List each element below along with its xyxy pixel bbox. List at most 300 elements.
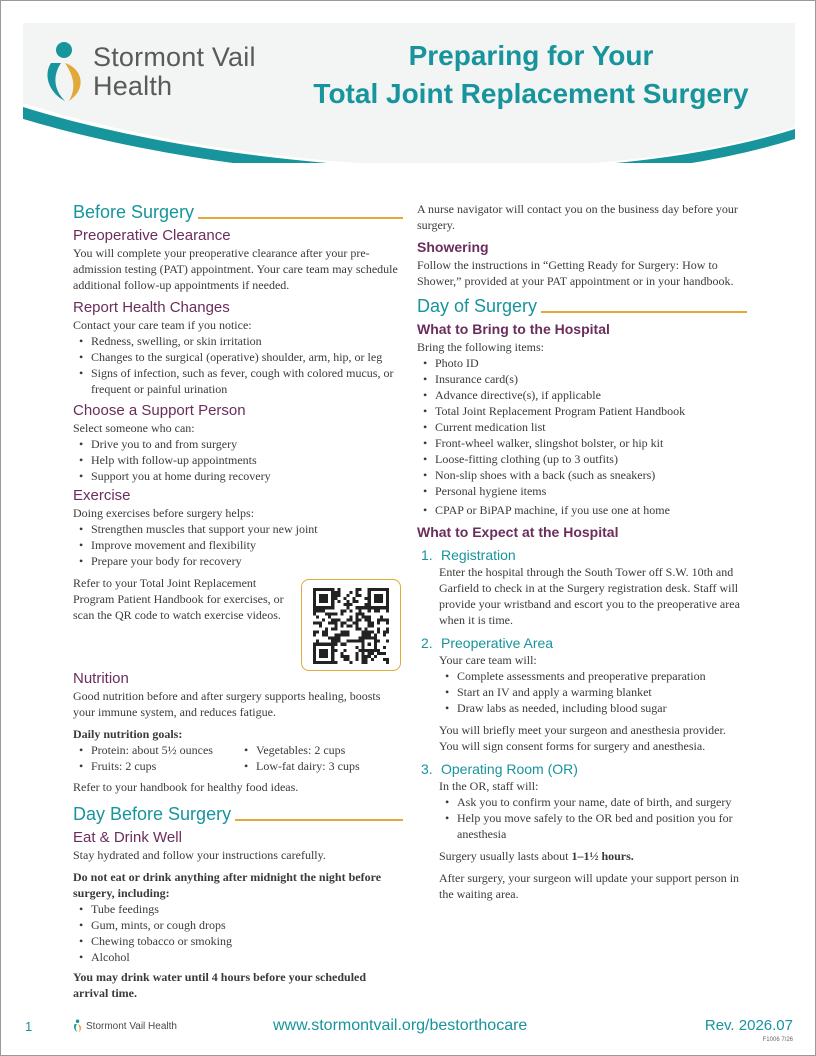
step-title: Preoperative Area — [441, 635, 554, 651]
qr-module — [349, 624, 352, 627]
section-before-surgery — [73, 201, 403, 223]
qr-module — [313, 600, 316, 603]
list-item: • Draw labs as needed, including blood sugar — [445, 700, 747, 716]
qr-module — [337, 588, 340, 591]
qr-module — [334, 624, 337, 627]
page-footer — [1, 1015, 816, 1041]
qr-module — [331, 600, 334, 603]
qr-module — [316, 606, 319, 609]
qr-module — [334, 628, 337, 631]
qr-module — [368, 621, 371, 624]
qr-module — [365, 637, 368, 640]
qr-module — [359, 618, 362, 621]
list-item: • Fruits: 2 cups — [79, 758, 238, 774]
qr-module — [334, 637, 337, 640]
qr-module — [346, 655, 349, 658]
qr-module — [386, 597, 389, 600]
logo-mark-icon — [43, 41, 89, 103]
step-intro: In the OR, staff will: — [439, 779, 539, 793]
nutrition-text: Good nutrition before and after surgery supports healing, boosts your immune system, and reduces fatigue. — [73, 689, 381, 719]
qr-module — [328, 661, 331, 664]
list-item: • Ask you to confirm your name, date of birth, and surgery — [445, 794, 747, 810]
qr-module — [356, 618, 359, 621]
qr-module — [340, 655, 343, 658]
qr-module — [380, 600, 383, 603]
qr-module — [356, 652, 359, 655]
qr-module — [377, 606, 380, 609]
qr-module — [331, 652, 334, 655]
bring-list — [423, 355, 747, 518]
qr-module — [368, 618, 371, 621]
qr-module — [356, 640, 359, 643]
qr-module — [313, 606, 316, 609]
qr-module — [356, 612, 359, 615]
list-item: • Gum, mints, or cough drops — [79, 917, 403, 933]
qr-module — [325, 594, 328, 597]
health-list — [79, 333, 403, 397]
qr-module — [346, 658, 349, 661]
qr-module — [380, 588, 383, 591]
qr-module — [386, 594, 389, 597]
logo-line2: Health — [93, 71, 173, 101]
goals-right — [244, 742, 403, 774]
qr-module — [340, 643, 343, 646]
qr-module — [383, 588, 386, 591]
qr-module — [383, 606, 386, 609]
qr-module — [340, 634, 343, 637]
qr-module — [368, 634, 371, 637]
qr-module — [386, 603, 389, 606]
list-item: • Front-wheel walker, slingshot bolster, or hip kit — [423, 435, 747, 451]
qr-module — [368, 631, 371, 634]
qr-module — [343, 597, 346, 600]
qr-module — [328, 621, 331, 624]
qr-module — [331, 658, 334, 661]
qr-module — [377, 600, 380, 603]
qr-module — [386, 591, 389, 594]
title-line2: Total Joint Replacement Surgery — [313, 78, 749, 109]
navigator-text: A nurse navigator will contact you on the business day before your surgery. — [417, 202, 738, 232]
qr-module — [368, 591, 371, 594]
qr-module — [319, 597, 322, 600]
qr-module — [319, 624, 322, 627]
subhead-what-to-expect: What to Expect at the Hospital — [417, 524, 619, 540]
expect-steps — [421, 546, 747, 902]
list-item: • Insurance card(s) — [423, 371, 747, 387]
qr-module — [328, 637, 331, 640]
qr-module — [356, 628, 359, 631]
qr-module — [325, 588, 328, 591]
qr-module — [322, 597, 325, 600]
qr-module — [386, 618, 389, 621]
step-after: After surgery, your surgeon will update your support person in the waiting area. — [439, 871, 740, 901]
eat-text: Stay hydrated and follow your instructions carefully. — [73, 848, 326, 862]
qr-module — [374, 646, 377, 649]
subhead-eat-drink: Eat & Drink Well — [73, 829, 182, 846]
qr-module — [368, 588, 371, 591]
qr-module — [316, 609, 319, 612]
qr-module — [316, 615, 319, 618]
list-item: • Support you at home during recovery — [79, 468, 403, 484]
qr-module — [343, 631, 346, 634]
list-item: • Help with follow-up appointments — [79, 452, 403, 468]
qr-module — [362, 658, 365, 661]
support-intro: Select someone who can: — [73, 421, 195, 435]
list-item: • Start an IV and apply a warming blanket — [445, 684, 747, 700]
qr-module — [365, 661, 368, 664]
duration-prefix: Surgery usually lasts about — [439, 849, 572, 863]
qr-module — [356, 600, 359, 603]
qr-module — [371, 621, 374, 624]
qr-module — [346, 600, 349, 603]
qr-module — [331, 643, 334, 646]
qr-module — [368, 655, 371, 658]
qr-module — [337, 591, 340, 594]
qr-module — [322, 643, 325, 646]
qr-module — [365, 634, 368, 637]
step-title: Operating Room (OR) — [441, 761, 578, 777]
qr-module — [383, 646, 386, 649]
qr-module — [346, 603, 349, 606]
qr-module — [322, 649, 325, 652]
qr-module — [374, 594, 377, 597]
list-item: • Help you move safely to the OR bed and position you for anesthesia — [445, 810, 747, 842]
qr-module — [340, 612, 343, 615]
subhead-clearance: Preoperative Clearance — [73, 227, 231, 244]
qr-module — [331, 640, 334, 643]
qr-module — [377, 618, 380, 621]
water-note — [73, 969, 403, 1001]
qr-module — [374, 655, 377, 658]
qr-module — [377, 631, 380, 634]
qr-module — [380, 606, 383, 609]
qr-module — [356, 621, 359, 624]
step-after: You will briefly meet your surgeon and anesthesia provider. You will sign consent forms for surgery and anesthesia. — [439, 723, 726, 753]
section-title: Day Before Surgery — [73, 804, 232, 824]
qr-module — [325, 612, 328, 615]
qr-module — [362, 652, 365, 655]
list-item: • Prepare your body for recovery — [79, 553, 403, 569]
qr-module — [346, 634, 349, 637]
qr-module — [340, 652, 343, 655]
qr-module — [337, 640, 340, 643]
qr-module — [340, 624, 343, 627]
qr-module — [337, 618, 340, 621]
qr-module — [356, 658, 359, 661]
qr-module — [334, 621, 337, 624]
water-prefix: You may drink water until — [73, 970, 212, 984]
qr-module — [322, 600, 325, 603]
qr-module — [340, 609, 343, 612]
step-list — [445, 794, 747, 842]
qr-module — [380, 618, 383, 621]
qr-module — [325, 652, 328, 655]
qr-module — [365, 628, 368, 631]
qr-module — [313, 597, 316, 600]
qr-module — [371, 649, 374, 652]
qr-module — [343, 609, 346, 612]
logo-line1: Stormont Vail — [93, 42, 256, 72]
support-list — [79, 436, 403, 484]
qr-module — [313, 634, 316, 637]
qr-module — [386, 588, 389, 591]
qr-module — [325, 643, 328, 646]
qr-module — [377, 609, 380, 612]
qr-module — [371, 588, 374, 591]
qr-module — [371, 637, 374, 640]
list-item: • Tube feedings — [79, 901, 403, 917]
qr-module — [322, 634, 325, 637]
water-emph: 4 hours — [211, 970, 251, 984]
qr-module — [362, 649, 365, 652]
qr-module — [380, 652, 383, 655]
list-item: • Strengthen muscles that support your new joint — [79, 521, 403, 537]
qr-module — [383, 634, 386, 637]
qr-module — [359, 628, 362, 631]
qr-module — [322, 588, 325, 591]
list-item: • Drive you to and from surgery — [79, 436, 403, 452]
qr-module — [337, 634, 340, 637]
qr-module — [313, 603, 316, 606]
qr-module — [322, 631, 325, 634]
qr-module — [316, 643, 319, 646]
qr-module — [377, 597, 380, 600]
qr-module — [325, 597, 328, 600]
page-number: 1 — [25, 1019, 33, 1034]
water-suffix: before your scheduled arrival time. — [73, 970, 367, 1000]
qr-module — [362, 612, 365, 615]
qr-module — [349, 618, 352, 621]
qr-module — [380, 615, 383, 618]
qr-module — [316, 661, 319, 664]
qr-module — [334, 591, 337, 594]
qr-module — [343, 621, 346, 624]
qr-module — [331, 646, 334, 649]
section-rule — [198, 217, 403, 219]
qr-module — [362, 643, 365, 646]
shower-text: Follow the instructions in “Getting Ready for Surgery: How to Shower,” provided at your PAT appointment or in your handbook. — [417, 258, 734, 288]
qr-module — [322, 609, 325, 612]
duration-emph: 1–1½ hours. — [571, 849, 634, 863]
section-title: Before Surgery — [73, 202, 195, 222]
list-item: • Chewing tobacco or smoking — [79, 933, 403, 949]
nutrition-goals — [73, 742, 403, 774]
qr-module — [353, 640, 356, 643]
qr-code-frame[interactable] — [301, 579, 401, 671]
qr-module — [374, 600, 377, 603]
qr-module — [346, 606, 349, 609]
qr-module — [313, 631, 316, 634]
qr-module — [377, 640, 380, 643]
qr-module — [334, 597, 337, 600]
qr-module — [368, 624, 371, 627]
qr-module — [322, 655, 325, 658]
step-registration — [421, 546, 747, 628]
qr-module — [356, 588, 359, 591]
qr-module — [313, 591, 316, 594]
qr-module — [346, 640, 349, 643]
qr-module — [319, 652, 322, 655]
section-rule — [235, 819, 403, 821]
qr-module — [371, 606, 374, 609]
qr-module — [316, 588, 319, 591]
qr-module — [365, 597, 368, 600]
qr-module — [374, 649, 377, 652]
qr-module — [334, 643, 337, 646]
qr-module — [362, 615, 365, 618]
revision-label: Rev. 2026.07 — [704, 1017, 793, 1034]
qr-module — [362, 631, 365, 634]
qr-module — [313, 661, 316, 664]
qr-module — [362, 637, 365, 640]
qr-module — [356, 594, 359, 597]
surgery-duration — [439, 848, 747, 864]
qr-module — [356, 591, 359, 594]
qr-code[interactable] — [312, 588, 390, 664]
qr-module — [319, 600, 322, 603]
qr-module — [386, 658, 389, 661]
qr-module — [325, 655, 328, 658]
qr-module — [368, 606, 371, 609]
qr-module — [386, 628, 389, 631]
footer-url-link[interactable]: www.stormontvail.org/bestorthocare — [273, 1017, 528, 1034]
qr-module — [322, 594, 325, 597]
qr-module — [380, 597, 383, 600]
qr-module — [313, 649, 316, 652]
qr-module — [343, 655, 346, 658]
footer-logo-text: Stormont Vail Health — [86, 1020, 177, 1032]
list-item: • Photo ID — [423, 355, 747, 371]
qr-module — [313, 588, 316, 591]
qr-module — [365, 631, 368, 634]
qr-module — [334, 594, 337, 597]
qr-module — [325, 631, 328, 634]
qr-module — [362, 646, 365, 649]
qr-module — [377, 621, 380, 624]
qr-module — [353, 597, 356, 600]
qr-module — [383, 652, 386, 655]
qr-module — [371, 658, 374, 661]
bring-intro: Bring the following items: — [417, 340, 544, 354]
qr-module — [343, 643, 346, 646]
qr-module — [313, 609, 316, 612]
qr-module — [349, 615, 352, 618]
qr-module — [359, 612, 362, 615]
qr-module — [319, 621, 322, 624]
qr-module — [349, 609, 352, 612]
subhead-showering: Showering — [417, 239, 489, 255]
section-title: Day of Surgery — [417, 296, 538, 316]
list-item: • Redness, swelling, or skin irritation — [79, 333, 403, 349]
nutrition-goals-label: Daily nutrition goals: — [73, 727, 183, 741]
qr-module — [331, 655, 334, 658]
qr-module — [316, 640, 319, 643]
list-item: • Total Joint Replacement Program Patient Handbook — [423, 403, 747, 419]
qr-module — [346, 624, 349, 627]
qr-module — [331, 597, 334, 600]
health-intro: Contact your care team if you notice: — [73, 318, 252, 332]
qr-module — [334, 649, 337, 652]
subhead-exercise: Exercise — [73, 487, 131, 504]
qr-module — [359, 588, 362, 591]
qr-module — [325, 606, 328, 609]
qr-module — [319, 606, 322, 609]
list-item: • Loose-fitting clothing (up to 3 outfits) — [423, 451, 747, 467]
qr-module — [383, 618, 386, 621]
brand-logo — [43, 41, 293, 105]
qr-module — [374, 606, 377, 609]
clearance-text: You will complete your preoperative clearance after your pre-admission testing (PAT) appointment. Your care team may schedule additional follow-up appointments if needed. — [73, 246, 398, 292]
list-item: • Current medication list — [423, 419, 747, 435]
qr-module — [368, 649, 371, 652]
qr-module — [325, 634, 328, 637]
qr-module — [377, 594, 380, 597]
logo-mark-icon — [73, 1019, 83, 1033]
qr-module — [346, 618, 349, 621]
qr-module — [331, 591, 334, 594]
qr-module — [349, 661, 352, 664]
step-title: Registration — [441, 547, 516, 563]
qr-module — [331, 649, 334, 652]
qr-module — [319, 594, 322, 597]
qr-module — [313, 612, 316, 615]
qr-module — [356, 615, 359, 618]
qr-module — [359, 606, 362, 609]
qr-module — [337, 594, 340, 597]
qr-module — [331, 606, 334, 609]
list-item: • Complete assessments and preoperative preparation — [445, 668, 747, 684]
qr-module — [340, 631, 343, 634]
qr-module — [359, 637, 362, 640]
qr-module — [362, 640, 365, 643]
qr-module — [319, 649, 322, 652]
qr-module — [328, 615, 331, 618]
qr-module — [374, 637, 377, 640]
qr-module — [343, 634, 346, 637]
section-day-before — [73, 803, 403, 825]
right-column — [417, 197, 747, 902]
exercise-refer: Refer to your Total Joint Replacement Program Patient Handbook for exercises, or scan the QR code to watch exercise videos. — [73, 576, 284, 622]
qr-module — [313, 652, 316, 655]
nutrition-refer: Refer to your handbook for healthy food ideas. — [73, 780, 299, 794]
qr-module — [331, 637, 334, 640]
qr-module — [368, 603, 371, 606]
subhead-support-person: Choose a Support Person — [73, 402, 246, 419]
qr-module — [331, 588, 334, 591]
qr-module — [386, 606, 389, 609]
qr-module — [386, 609, 389, 612]
section-day-of — [417, 295, 747, 317]
section-rule — [541, 311, 747, 313]
qr-module — [374, 588, 377, 591]
qr-module — [331, 628, 334, 631]
qr-module — [356, 655, 359, 658]
qr-module — [356, 646, 359, 649]
qr-module — [313, 658, 316, 661]
qr-module — [365, 618, 368, 621]
qr-module — [322, 661, 325, 664]
qr-module — [343, 603, 346, 606]
qr-module — [313, 643, 316, 646]
step-preoperative — [421, 634, 747, 754]
qr-module — [322, 652, 325, 655]
page-title — [291, 37, 771, 113]
qr-module — [325, 649, 328, 652]
qr-module — [365, 655, 368, 658]
goals-left — [79, 742, 238, 774]
qr-module — [313, 594, 316, 597]
list-item: • Personal hygiene items — [423, 483, 747, 499]
